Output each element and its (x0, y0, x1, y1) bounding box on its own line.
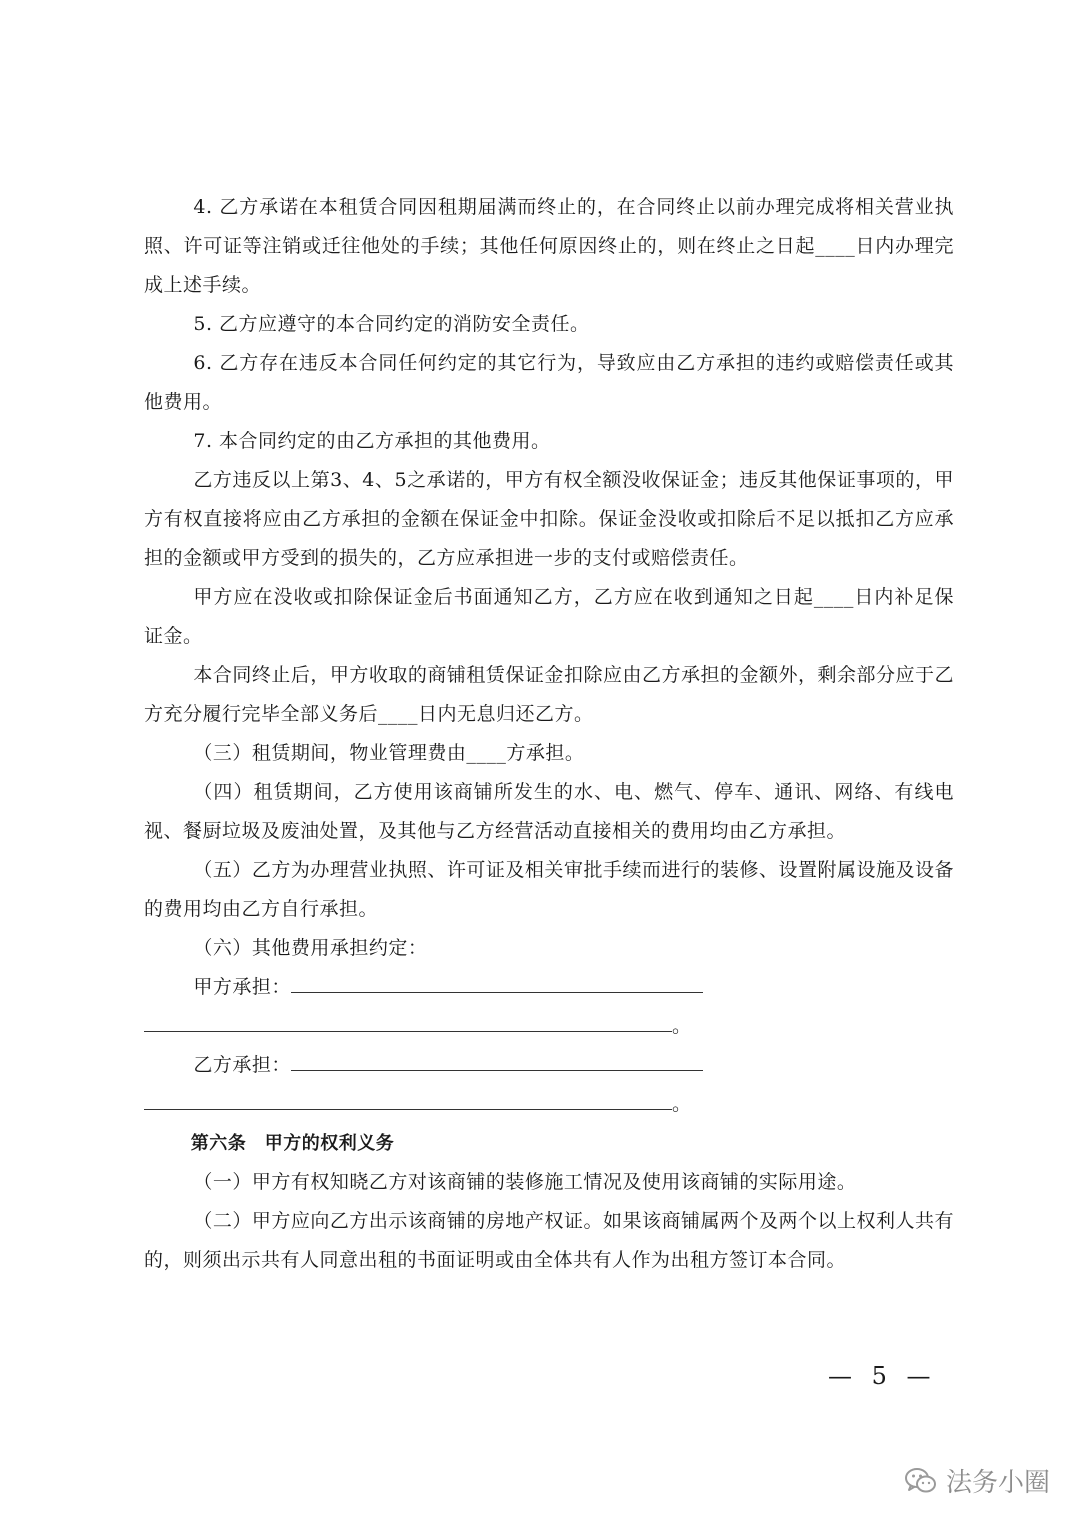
party-a-line-end: 。 (672, 1015, 692, 1037)
paragraph-property-fee: （三）租赁期间，物业管理费由____方承担。 (193, 742, 585, 764)
paragraph-clause-6: 6. 乙方存在违反本合同任何约定的其它行为，导致应由乙方承担的违约或赔偿责任或其他费用。 (144, 352, 954, 413)
paragraph-clause-7: 7. 本合同约定的由乙方承担的其他费用。 (193, 430, 551, 452)
party-b-line-end: 。 (672, 1093, 692, 1115)
party-b-blank-line (291, 1048, 703, 1071)
paragraph-renovation-fees: （五）乙方为办理营业执照、许可证及相关审批手续而进行的装修、设置附属设施及设备的费用均由乙方自行承担。 (144, 859, 954, 920)
paragraph-section-6-item-1: （一）甲方有权知晓乙方对该商铺的装修施工情况及使用该商铺的实际用途。 (193, 1171, 857, 1193)
party-a-continuation-row (144, 1007, 954, 1046)
paragraph-deposit-refund: 本合同终止后，甲方收取的商铺租赁保证金扣除应由乙方承担的金额外，剩余部分应于乙方充分履行完毕全部义务后____日内无息归还乙方。 (144, 664, 954, 725)
paragraph-utility-fees: （四）租赁期间，乙方使用该商铺所发生的水、电、燃气、停车、通讯、网络、有线电视、餐厨垃圾及废油处置，及其他与乙方经营活动直接相关的费用均由乙方承担。 (144, 781, 954, 842)
page-number: — 5 — (828, 1362, 937, 1390)
contract-body (144, 188, 954, 1280)
watermark-text: 法务小圈 (946, 1468, 1051, 1498)
party-a-row (144, 968, 954, 1007)
party-a-continuation-line (144, 1009, 672, 1032)
party-b-continuation-row (144, 1085, 954, 1124)
party-b-continuation-line (144, 1087, 672, 1110)
paragraph-other-fees: （六）其他费用承担约定： (193, 937, 428, 959)
party-a-blank-line (291, 970, 703, 993)
party-a-label: 甲方承担： (193, 976, 291, 998)
party-b-label: 乙方承担： (193, 1054, 291, 1076)
watermark (904, 1462, 1050, 1499)
paragraph-clause-4: 4. 乙方承诺在本租赁合同因租期届满而终止的，在合同终止以前办理完成将相关营业执照、许可证等注销或迁往他处的手续；其他任何原因终止的，则在终止之日起____日内办理完成上述手续。 (144, 196, 954, 296)
party-b-row (144, 1046, 954, 1085)
paragraph-clause-5: 5. 乙方应遵守的本合同约定的消防安全责任。 (193, 313, 590, 335)
paragraph-deposit-notice: 甲方应在没收或扣除保证金后书面通知乙方，乙方应在收到通知之日起____日内补足保证金。 (144, 586, 954, 647)
paragraph-section-6-item-2: （二）甲方应向乙方出示该商铺的房地产权证。如果该商铺属两个及两个以上权利人共有的，则须出示共有人同意出租的书面证明或由全体共有人作为出租方签订本合同。 (144, 1210, 954, 1271)
paragraph-deposit-forfeit: 乙方违反以上第3、4、5之承诺的，甲方有权全额没收保证金；违反其他保证事项的，甲方有权直接将应由乙方承担的金额在保证金中扣除。保证金没收或扣除后不足以抵扣乙方应承担的金额或甲方受到的损失的，乙方应承担进一步的支付或赔偿责任。 (144, 469, 954, 569)
section-heading: 第六条 甲方的权利义务 (190, 1133, 395, 1154)
wechat-icon (904, 1466, 938, 1496)
